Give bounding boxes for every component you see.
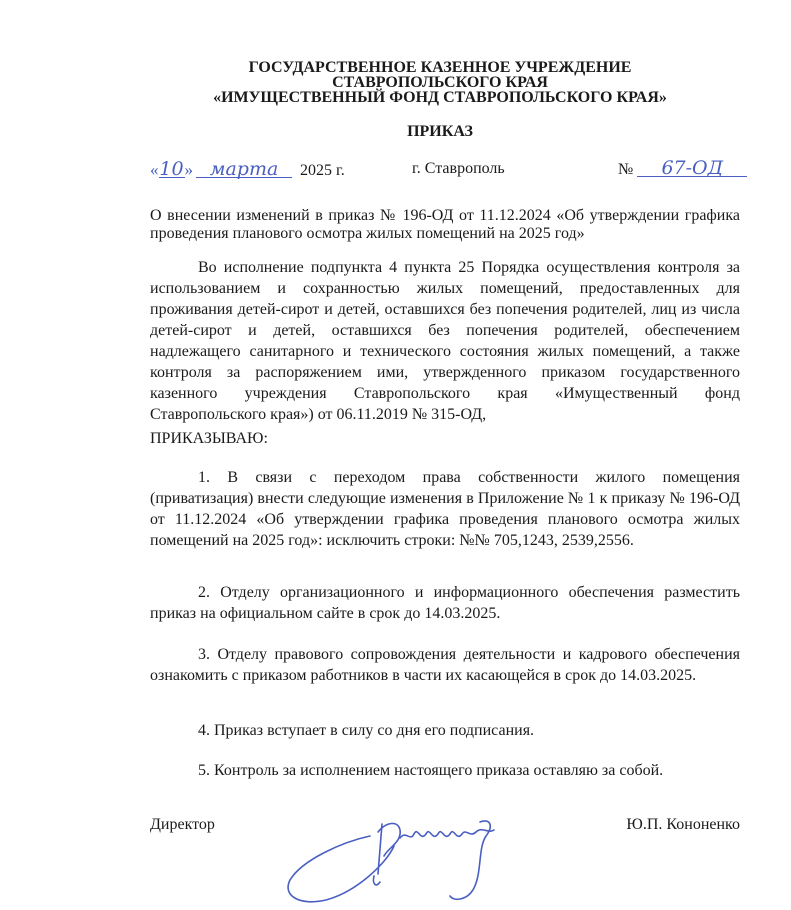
org-line-1: ГОСУДАРСТВЕННОЕ КАЗЕННОЕ УЧРЕЖДЕНИЕ [248,59,632,76]
order-number [618,157,747,179]
order-item-4: 4. Приказ вступает в силу со дня его подписания. [198,722,535,739]
date-day-handwritten: 10 [159,158,184,180]
organization-name [140,60,740,105]
org-line-2: СТАВРОПОЛЬСКОГО КРАЯ [332,74,548,91]
order-item-5: 5. Контроль за исполнением настоящего приказа оставляю за собой. [198,762,664,779]
date-quote-open: « [150,160,159,179]
date-quote-close: » [184,160,193,179]
order-item-1: 1. В связи с переходом права собственности жилого помещения (приватизация) внести следующие изменения в Приложение № 1 к приказу № 196-ОД от 11.12.2024 «Об утверждении графика проведения планового осмотра жилых помещений на 2025 год»: исключить строки: №№ 705,1243, 2539,2556. [150,469,740,549]
number-sign: № [618,161,634,178]
date-number-line [150,157,740,184]
signatory-title: Директор [150,816,215,833]
order-city: г. Ставрополь [412,160,505,177]
preamble-paragraph: Во исполнение подпункта 4 пункта 25 Порядка осуществления контроля за использованием и сохранностью жилых помещений, предоставленных для проживания детей-сирот и детей, оставшихся без попечения родителей, лиц из числа детей-сирот и детей, оставшихся без попечения родителей, обеспечением надлежащего санитарного и технического состояния жилых помещений, а также контроля за распоряжением ими, утвержденного приказом государственного казенного учреждения Ставропольского края «Имущественный фонд Ставропольского края») от 06.11.2019 № 315-ОД, [150,259,740,423]
date-year: 2025 г. [300,162,345,179]
order-subject: О внесении изменений в приказ № 196-ОД от 11.12.2024 «Об утверждении графика проведения планового осмотра жилых помещений на 2025 год» [150,207,740,242]
signatory-name: Ю.П. Кононенко [626,816,740,833]
order-item-2: 2. Отделу организационного и информационного обеспечения разместить приказ на официальном сайте в срок до 14.03.2025. [150,584,740,622]
handwritten-signature [282,812,522,910]
order-date [150,160,345,180]
order-item-3: 3. Отделу правового сопровождения деятельности и кадрового обеспечения ознакомить с приказом работников в части их касающейся в срок до 14.03.2025. [150,646,740,684]
order-number-handwritten: 67-ОД [637,160,747,177]
org-line-3: «ИМУЩЕСТВЕННЫЙ ФОНД СТАВРОПОЛЬСКОГО КРАЯ» [213,89,667,106]
order-directive: ПРИКАЗЫВАЮ: [150,430,268,447]
document-type: ПРИКАЗ [407,123,473,140]
date-month-handwritten: марта [196,161,292,178]
